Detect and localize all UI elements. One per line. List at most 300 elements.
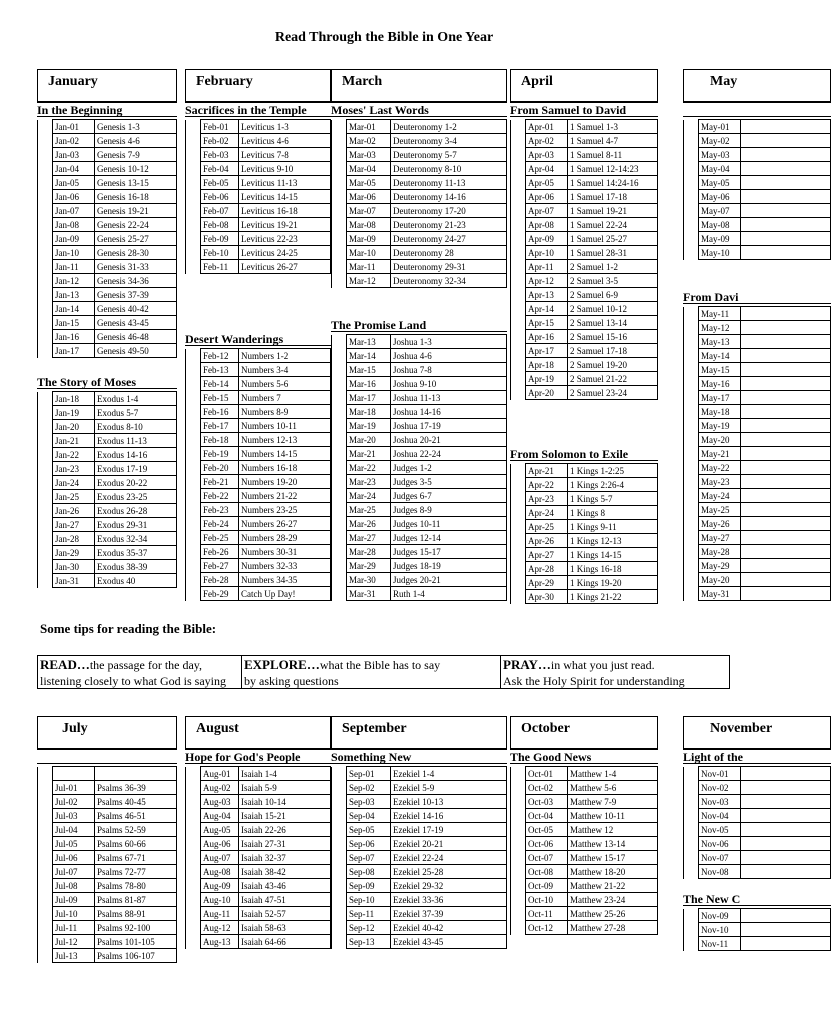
row-spacer (38, 518, 53, 532)
row-spacer (684, 190, 699, 204)
reading-date: Feb-22 (201, 489, 239, 503)
reading-row (38, 232, 177, 246)
reading-passage: Deuteronomy 14-16 (391, 190, 507, 204)
reading-table (683, 119, 831, 260)
reading-table (185, 766, 331, 949)
month-header-january (37, 69, 177, 103)
reading-date: Apr-24 (526, 506, 568, 520)
reading-passage: Genesis 40-42 (95, 302, 177, 316)
reading-row (511, 534, 658, 548)
reading-date: Aug-10 (201, 893, 239, 907)
reading-passage: Exodus 38-39 (95, 560, 177, 574)
month-header-july (37, 716, 177, 750)
row-spacer (38, 218, 53, 232)
reading-row (684, 134, 831, 148)
row-spacer (511, 921, 526, 935)
month-name: August (196, 721, 239, 736)
reading-date: Feb-03 (201, 148, 239, 162)
reading-row (511, 358, 658, 372)
reading-date: Jul-01 (53, 781, 95, 795)
reading-date: Mar-09 (347, 232, 391, 246)
reading-date: May-20 (699, 573, 741, 587)
reading-table (37, 119, 177, 358)
row-spacer (332, 377, 347, 391)
reading-date: Mar-11 (347, 260, 391, 274)
reading-date: Sep-05 (347, 823, 391, 837)
reading-row (684, 349, 831, 363)
row-spacer (332, 921, 347, 935)
reading-passage: 1 Samuel 19-21 (568, 204, 658, 218)
reading-date: Apr-26 (526, 534, 568, 548)
reading-passage: Matthew 15-17 (568, 851, 658, 865)
row-spacer (186, 391, 201, 405)
row-spacer (332, 461, 347, 475)
row-spacer (332, 851, 347, 865)
reading-date: Nov-04 (699, 809, 741, 823)
reading-row (684, 162, 831, 176)
reading-row (511, 218, 658, 232)
reading-date: May-03 (699, 148, 741, 162)
reading-date: Jan-12 (53, 274, 95, 288)
section-title: From Solomon to Exile (510, 447, 658, 461)
row-spacer (684, 447, 699, 461)
reading-table (331, 119, 507, 288)
reading-passage: Isaiah 43-46 (239, 879, 331, 893)
reading-passage (741, 433, 831, 447)
row-spacer (511, 576, 526, 590)
reading-row (38, 204, 177, 218)
reading-passage: 1 Kings 8 (568, 506, 658, 520)
row-spacer (684, 246, 699, 260)
reading-row (332, 274, 507, 288)
reading-passage: Genesis 4-6 (95, 134, 177, 148)
reading-row (684, 517, 831, 531)
reading-row (38, 462, 177, 476)
reading-row (684, 531, 831, 545)
tip-explore-head: EXPLORE… (244, 657, 320, 672)
row-spacer (511, 590, 526, 604)
reading-row (38, 935, 177, 949)
reading-row (186, 260, 331, 274)
reading-date: Nov-01 (699, 767, 741, 781)
reading-passage: Judges 8-9 (391, 503, 507, 517)
reading-passage: Isaiah 10-14 (239, 795, 331, 809)
reading-table (683, 306, 831, 601)
row-spacer (511, 851, 526, 865)
reading-date: Jul-08 (53, 879, 95, 893)
reading-row (186, 503, 331, 517)
reading-row (38, 162, 177, 176)
reading-passage: Exodus 5-7 (95, 406, 177, 420)
row-spacer (684, 433, 699, 447)
reading-row (684, 246, 831, 260)
reading-date: Mar-13 (347, 335, 391, 349)
row-spacer (511, 204, 526, 218)
reading-row (511, 344, 658, 358)
reading-date: Mar-03 (347, 148, 391, 162)
reading-passage (741, 419, 831, 433)
row-spacer (332, 545, 347, 559)
reading-passage: 1 Kings 14-15 (568, 548, 658, 562)
reading-date: Mar-19 (347, 419, 391, 433)
month-header-april (510, 69, 658, 103)
reading-date: May-14 (699, 349, 741, 363)
reading-row (186, 190, 331, 204)
row-spacer (511, 190, 526, 204)
reading-date: Aug-01 (201, 767, 239, 781)
reading-passage: 2 Samuel 3-5 (568, 274, 658, 288)
row-spacer (186, 795, 201, 809)
reading-passage: Joshua 4-6 (391, 349, 507, 363)
reading-passage (741, 587, 831, 601)
row-spacer (38, 767, 53, 781)
reading-passage: Numbers 10-11 (239, 419, 331, 433)
reading-row (511, 562, 658, 576)
reading-row (332, 475, 507, 489)
reading-date: Sep-13 (347, 935, 391, 949)
section-title: Hope for God's People (185, 750, 331, 764)
reading-row (186, 461, 331, 475)
row-spacer (511, 302, 526, 316)
row-spacer (186, 489, 201, 503)
reading-date: Jan-28 (53, 532, 95, 546)
reading-passage (741, 377, 831, 391)
reading-date: Aug-13 (201, 935, 239, 949)
reading-row (38, 316, 177, 330)
row-spacer (186, 559, 201, 573)
reading-date: Feb-19 (201, 447, 239, 461)
reading-passage (741, 531, 831, 545)
reading-date: Oct-02 (526, 781, 568, 795)
reading-date: Aug-12 (201, 921, 239, 935)
reading-row (684, 232, 831, 246)
row-spacer (511, 260, 526, 274)
reading-date: Mar-01 (347, 120, 391, 134)
reading-passage: Matthew 21-22 (568, 879, 658, 893)
row-spacer (38, 148, 53, 162)
row-spacer (332, 204, 347, 218)
row-spacer (38, 344, 53, 358)
month-name: July (62, 721, 88, 736)
reading-date: Jul-02 (53, 795, 95, 809)
reading-date: Feb-10 (201, 246, 239, 260)
row-spacer (684, 307, 699, 321)
reading-date: Mar-08 (347, 218, 391, 232)
reading-passage: Leviticus 4-6 (239, 134, 331, 148)
reading-date: May-22 (699, 461, 741, 475)
reading-date: Oct-10 (526, 893, 568, 907)
reading-row (684, 307, 831, 321)
reading-passage: 2 Samuel 6-9 (568, 288, 658, 302)
reading-date: Oct-01 (526, 767, 568, 781)
reading-date: May-28 (699, 545, 741, 559)
reading-passage: Psalms 78-80 (95, 879, 177, 893)
reading-passage: Deuteronomy 21-23 (391, 218, 507, 232)
reading-date: Mar-27 (347, 531, 391, 545)
reading-passage (741, 321, 831, 335)
reading-passage (741, 489, 831, 503)
row-spacer (684, 232, 699, 246)
reading-row (684, 909, 831, 923)
reading-date: Apr-03 (526, 148, 568, 162)
reading-date: Mar-28 (347, 545, 391, 559)
month-name: February (196, 74, 253, 89)
reading-passage: Isaiah 47-51 (239, 893, 331, 907)
reading-row (332, 893, 507, 907)
section-title: Light of the (683, 750, 831, 764)
reading-passage: Leviticus 1-3 (239, 120, 331, 134)
reading-row (684, 377, 831, 391)
row-spacer (38, 795, 53, 809)
reading-row (186, 907, 331, 921)
reading-date: Mar-20 (347, 433, 391, 447)
row-spacer (332, 879, 347, 893)
reading-passage: Numbers 28-29 (239, 531, 331, 545)
reading-row (332, 879, 507, 893)
row-spacer (38, 406, 53, 420)
reading-row (684, 573, 831, 587)
row-spacer (186, 879, 201, 893)
reading-row (186, 218, 331, 232)
tip-read-head: READ… (40, 657, 90, 672)
reading-row (684, 176, 831, 190)
reading-passage: Numbers 30-31 (239, 545, 331, 559)
row-spacer (186, 545, 201, 559)
reading-date: Jan-30 (53, 560, 95, 574)
reading-date: Apr-10 (526, 246, 568, 260)
reading-date: Apr-19 (526, 372, 568, 386)
reading-passage: Matthew 12 (568, 823, 658, 837)
row-spacer (38, 162, 53, 176)
reading-row (511, 823, 658, 837)
reading-passage: Numbers 16-18 (239, 461, 331, 475)
reading-date: Mar-23 (347, 475, 391, 489)
reading-date: Mar-16 (347, 377, 391, 391)
reading-row (186, 405, 331, 419)
reading-passage: Isaiah 5-9 (239, 781, 331, 795)
reading-row (511, 246, 658, 260)
section-title: The Promise Land (331, 318, 507, 332)
reading-passage: Numbers 26-27 (239, 517, 331, 531)
reading-row (511, 837, 658, 851)
reading-row (332, 162, 507, 176)
reading-row (684, 865, 831, 879)
reading-row (38, 879, 177, 893)
reading-date: Jan-05 (53, 176, 95, 190)
reading-row (332, 865, 507, 879)
section-title: In the Beginning (37, 103, 177, 117)
reading-passage (741, 405, 831, 419)
reading-passage: Joshua 20-21 (391, 433, 507, 447)
reading-date: Nov-09 (699, 909, 741, 923)
reading-row (684, 837, 831, 851)
row-spacer (332, 405, 347, 419)
reading-passage: Exodus 11-13 (95, 434, 177, 448)
reading-row (38, 246, 177, 260)
reading-passage: Judges 3-5 (391, 475, 507, 489)
reading-date: Nov-06 (699, 837, 741, 851)
reading-row (684, 767, 831, 781)
reading-row (684, 545, 831, 559)
reading-row (511, 134, 658, 148)
reading-date: Feb-14 (201, 377, 239, 391)
reading-row (332, 907, 507, 921)
reading-table (37, 391, 177, 588)
reading-passage: 2 Samuel 19-20 (568, 358, 658, 372)
reading-date: Feb-05 (201, 176, 239, 190)
reading-passage: 1 Kings 1-2:25 (568, 464, 658, 478)
reading-row (186, 573, 331, 587)
reading-date: Jan-18 (53, 392, 95, 406)
row-spacer (38, 781, 53, 795)
reading-row (332, 391, 507, 405)
reading-row (186, 823, 331, 837)
reading-passage: 1 Kings 16-18 (568, 562, 658, 576)
reading-date: Jan-11 (53, 260, 95, 274)
reading-passage: Judges 6-7 (391, 489, 507, 503)
reading-date: Oct-03 (526, 795, 568, 809)
reading-passage: Exodus 8-10 (95, 420, 177, 434)
reading-passage: Exodus 23-25 (95, 490, 177, 504)
reading-date: Feb-12 (201, 349, 239, 363)
reading-date: Jan-24 (53, 476, 95, 490)
row-spacer (684, 795, 699, 809)
reading-date: Aug-11 (201, 907, 239, 921)
row-spacer (38, 907, 53, 921)
month-name: October (521, 721, 570, 736)
row-spacer (186, 148, 201, 162)
reading-date: Mar-15 (347, 363, 391, 377)
tips-heading: Some tips for reading the Bible: (40, 621, 217, 636)
reading-date: Aug-07 (201, 851, 239, 865)
reading-passage (741, 809, 831, 823)
reading-passage: Leviticus 7-8 (239, 148, 331, 162)
reading-row (511, 590, 658, 604)
reading-row (511, 576, 658, 590)
row-spacer (38, 204, 53, 218)
row-spacer (684, 781, 699, 795)
row-spacer (511, 316, 526, 330)
reading-passage (741, 545, 831, 559)
reading-date: Jan-27 (53, 518, 95, 532)
row-spacer (38, 532, 53, 546)
reading-date: Feb-02 (201, 134, 239, 148)
row-spacer (332, 865, 347, 879)
section-title: The Good News (510, 750, 658, 764)
reading-passage (741, 148, 831, 162)
reading-date: Nov-03 (699, 795, 741, 809)
reading-row (684, 419, 831, 433)
reading-date: May-29 (699, 559, 741, 573)
reading-passage: Genesis 43-45 (95, 316, 177, 330)
row-spacer (186, 377, 201, 391)
reading-date: Feb-07 (201, 204, 239, 218)
reading-date: Feb-17 (201, 419, 239, 433)
row-spacer (332, 232, 347, 246)
reading-passage: Leviticus 19-21 (239, 218, 331, 232)
reading-row (186, 232, 331, 246)
reading-row (511, 386, 658, 400)
row-spacer (332, 120, 347, 134)
reading-date: Apr-02 (526, 134, 568, 148)
reading-row (332, 809, 507, 823)
reading-date: Mar-06 (347, 190, 391, 204)
reading-row (186, 433, 331, 447)
row-spacer (186, 218, 201, 232)
reading-row (38, 134, 177, 148)
reading-passage (741, 335, 831, 349)
reading-passage (95, 767, 177, 781)
reading-passage: Psalms 72-77 (95, 865, 177, 879)
reading-date: Apr-16 (526, 330, 568, 344)
reading-date: Sep-01 (347, 767, 391, 781)
reading-row (186, 865, 331, 879)
reading-passage: Judges 12-14 (391, 531, 507, 545)
row-spacer (38, 879, 53, 893)
reading-row (332, 767, 507, 781)
reading-passage: Leviticus 9-10 (239, 162, 331, 176)
reading-row (332, 419, 507, 433)
reading-passage: Genesis 46-48 (95, 330, 177, 344)
reading-passage: Deuteronomy 1-2 (391, 120, 507, 134)
reading-table (331, 766, 507, 949)
reading-row (684, 937, 831, 951)
reading-passage: Leviticus 22-23 (239, 232, 331, 246)
reading-row (332, 517, 507, 531)
reading-passage: Genesis 16-18 (95, 190, 177, 204)
reading-passage: Matthew 5-6 (568, 781, 658, 795)
month-header-may (683, 69, 831, 103)
reading-row (511, 302, 658, 316)
row-spacer (38, 921, 53, 935)
section-title: Desert Wanderings (185, 332, 331, 346)
row-spacer (38, 560, 53, 574)
row-spacer (684, 335, 699, 349)
reading-date: Nov-02 (699, 781, 741, 795)
row-spacer (511, 148, 526, 162)
reading-row (38, 795, 177, 809)
row-spacer (186, 907, 201, 921)
row-spacer (38, 574, 53, 588)
reading-passage: Judges 1-2 (391, 461, 507, 475)
row-spacer (511, 781, 526, 795)
row-spacer (38, 546, 53, 560)
row-spacer (332, 559, 347, 573)
row-spacer (684, 363, 699, 377)
section-title: The New C (683, 892, 831, 906)
reading-passage (741, 218, 831, 232)
reading-table (510, 119, 658, 400)
reading-passage: Genesis 10-12 (95, 162, 177, 176)
reading-date: May-23 (699, 475, 741, 489)
reading-date: Mar-07 (347, 204, 391, 218)
reading-passage: Exodus 14-16 (95, 448, 177, 462)
reading-date: Jan-15 (53, 316, 95, 330)
reading-date: Aug-09 (201, 879, 239, 893)
month-name: May (710, 74, 738, 89)
reading-passage: Ezekiel 37-39 (391, 907, 507, 921)
reading-passage: Ezekiel 1-4 (391, 767, 507, 781)
reading-passage: Isaiah 58-63 (239, 921, 331, 935)
reading-row (332, 461, 507, 475)
reading-passage: Numbers 7 (239, 391, 331, 405)
reading-row (186, 781, 331, 795)
reading-date: May-07 (699, 204, 741, 218)
reading-row (38, 434, 177, 448)
reading-date: May-05 (699, 176, 741, 190)
reading-passage: Exodus 1-4 (95, 392, 177, 406)
reading-passage: Genesis 28-30 (95, 246, 177, 260)
